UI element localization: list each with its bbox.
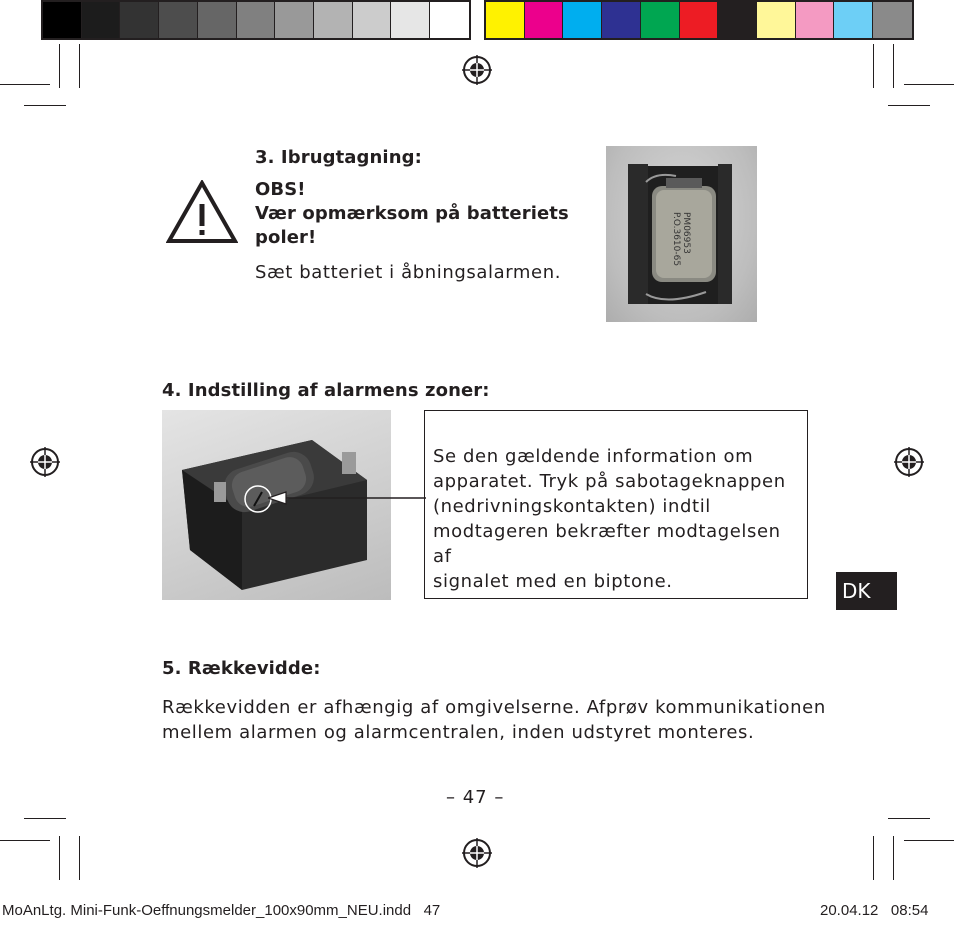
footer-date: 20.04.12 08:54 — [820, 902, 929, 919]
color-swatch — [680, 2, 719, 38]
tamper-info-box — [424, 410, 808, 599]
warning-line: OBS! — [255, 179, 306, 200]
grayscale-calibration-bar — [41, 0, 471, 40]
crop-mark — [888, 818, 930, 819]
crop-mark — [904, 840, 954, 841]
info-line: modtageren bekræfter modtagelsen af — [433, 521, 781, 567]
battery-photo — [606, 146, 757, 322]
crop-mark — [59, 836, 60, 880]
color-swatch — [486, 2, 525, 38]
color-swatch — [159, 2, 198, 38]
color-swatch — [796, 2, 835, 38]
color-swatch — [430, 2, 469, 38]
color-swatch — [198, 2, 237, 38]
language-tab: DK — [836, 572, 897, 610]
crop-mark — [873, 836, 874, 880]
footer-file-info: MoAnLtg. Mini-Funk-Oeffnungsmelder_100x90mm_NEU.indd 47 — [2, 902, 441, 919]
color-swatch — [353, 2, 392, 38]
registration-mark-icon — [462, 838, 492, 868]
color-swatch — [391, 2, 430, 38]
warning-text — [255, 178, 569, 250]
color-calibration-bar — [484, 0, 914, 40]
pointer-arrow-icon — [268, 488, 428, 508]
page-number: – 47 – — [446, 787, 505, 808]
range-text — [162, 695, 826, 745]
range-line: mellem alarmen og alarmcentralen, inden udstyret monteres. — [162, 722, 755, 743]
warning-line: Vær opmærksom på batteriets — [255, 203, 569, 224]
color-swatch — [237, 2, 276, 38]
color-swatch — [757, 2, 796, 38]
color-swatch — [718, 2, 757, 38]
section-3-heading: 3. Ibrugtagning: — [255, 147, 422, 168]
battery-label-1: PM06953 — [681, 212, 691, 254]
registration-mark-icon — [894, 447, 924, 477]
color-swatch — [602, 2, 641, 38]
color-swatch — [82, 2, 121, 38]
range-line: Rækkevidden er afhængig af omgivelserne. Afprøv kommunikationen — [162, 697, 826, 718]
color-swatch — [120, 2, 159, 38]
info-line: signalet med en biptone. — [433, 571, 673, 592]
tamper-info-text — [433, 444, 799, 594]
warning-line: poler! — [255, 227, 317, 248]
crop-mark — [79, 44, 80, 88]
crop-mark — [79, 836, 80, 880]
crop-mark — [873, 44, 874, 88]
crop-mark — [24, 818, 66, 819]
crop-mark — [59, 44, 60, 88]
section-4-heading: 4. Indstilling af alarmens zoner: — [162, 380, 490, 401]
color-swatch — [525, 2, 564, 38]
color-swatch — [873, 2, 912, 38]
crop-mark — [888, 105, 930, 106]
crop-mark — [24, 105, 66, 106]
color-swatch — [275, 2, 314, 38]
section-5-heading: 5. Rækkevidde: — [162, 658, 321, 679]
crop-mark — [0, 84, 50, 85]
color-swatch — [43, 2, 82, 38]
info-line: (nedrivningskontakten) indtil — [433, 496, 711, 517]
info-line: Se den gældende information om — [433, 446, 754, 467]
color-swatch — [834, 2, 873, 38]
registration-mark-icon — [30, 447, 60, 477]
color-swatch — [641, 2, 680, 38]
crop-mark — [904, 84, 954, 85]
color-swatch — [563, 2, 602, 38]
color-swatch — [314, 2, 353, 38]
battery-instruction: Sæt batteriet i åbningsalarmen. — [255, 262, 562, 283]
warning-triangle-icon — [166, 180, 238, 244]
crop-mark — [0, 840, 50, 841]
registration-mark-icon — [462, 55, 492, 85]
crop-mark — [893, 44, 894, 88]
info-line: apparatet. Tryk på sabotageknappen — [433, 471, 786, 492]
crop-mark — [893, 836, 894, 880]
battery-label-2: P.O.3610-65 — [671, 212, 681, 267]
